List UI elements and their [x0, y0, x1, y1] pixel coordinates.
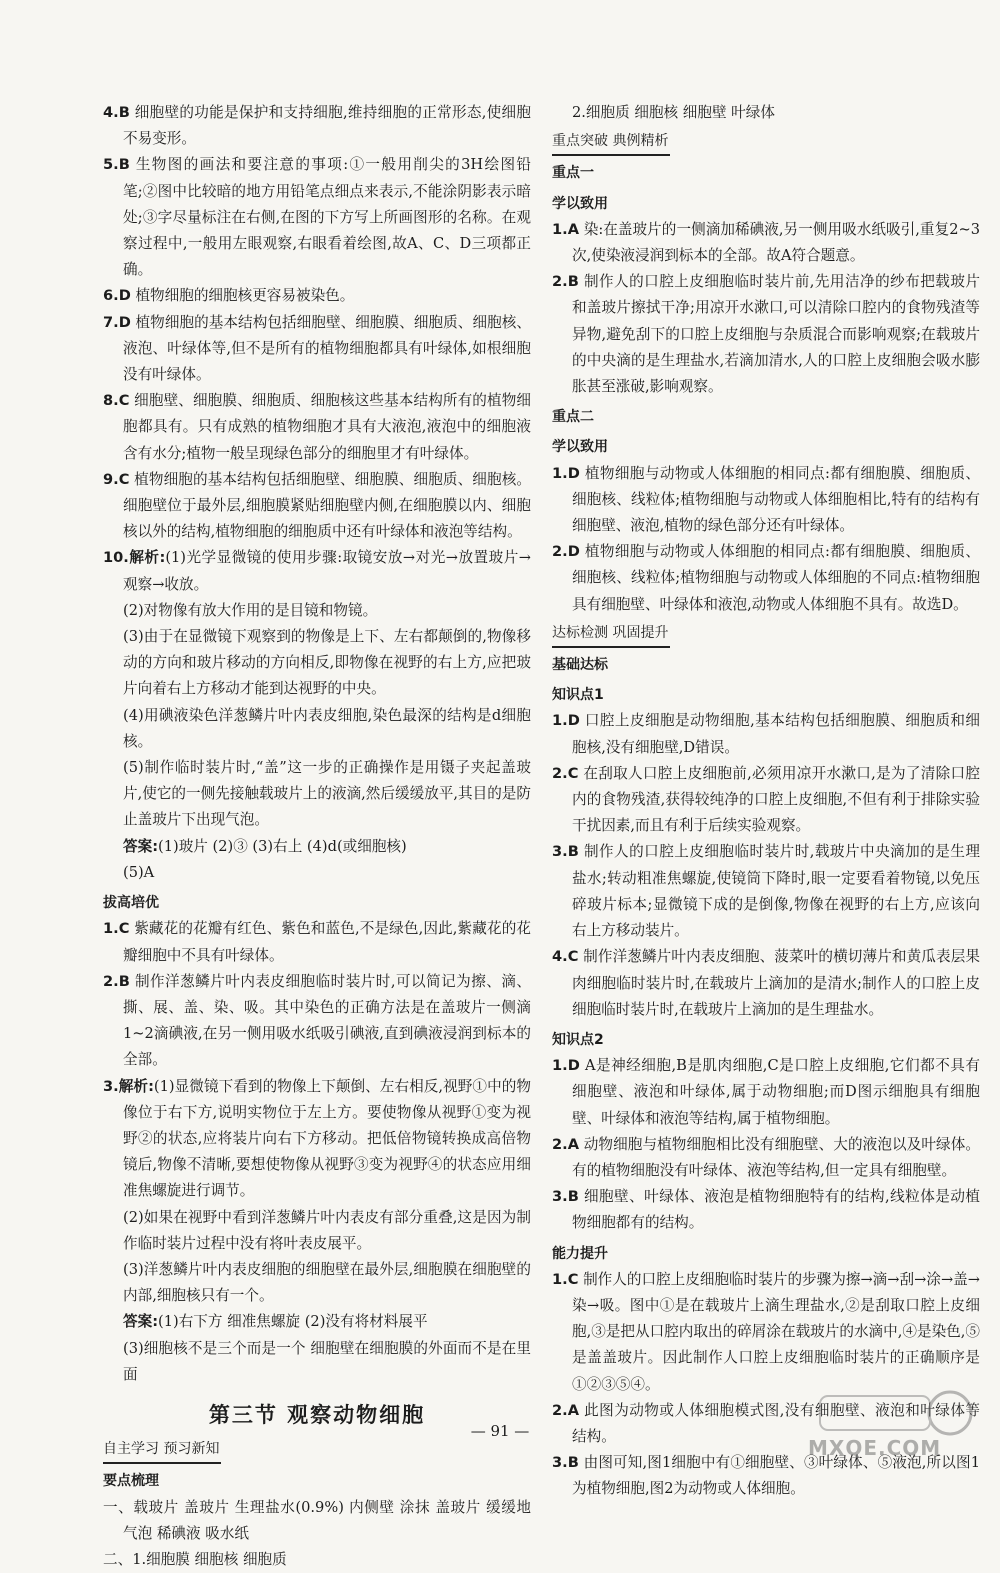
- heading-yaodian: 要点梳理: [103, 1473, 159, 1490]
- yaodian-2: 二、1.细胞膜 细胞核 细胞质: [103, 1550, 287, 1568]
- answer-4: 4.B 细胞壁的功能是保护和支持细胞,维持细胞的正常形态,使细胞不易变形。: [103, 104, 532, 148]
- answer-8: 8.C 细胞壁、细胞膜、细胞质、细胞核这些基本结构所有的植物细胞都具有。只有成熟的植物细胞才具有大液泡,液泡中的细胞液含有水分;植物一般呈现绿色部分的细胞里才有叶绿体。: [103, 392, 531, 462]
- watermark-logo: [800, 1388, 985, 1464]
- yaodian-2-cont: 2.细胞质 细胞核 细胞壁 叶绿体: [572, 104, 775, 121]
- answer-10-p4: (4)用碘液染色洋葱鳞片叶内表皮细胞,染色最深的结构是d细胞核。: [123, 706, 531, 750]
- answer-10-p3: (3)由于在显微镜下观察到的物像是上下、左右都颠倒的,物像移动的方向和玻片移动的方向相反,即物像在视野的右上方,应把玻片向着右上方移动才能到达视野的中央。: [123, 628, 531, 698]
- watermark-text: MXQE.COM: [808, 1436, 942, 1460]
- answer-9: 9.C 植物细胞的基本结构包括细胞壁、细胞膜、细胞质、细胞核。细胞壁位于最外层,细胞膜紧贴细胞壁内侧,在细胞膜以内、细胞核以外的结构,植物细胞的细胞质中还有叶绿体和液泡等结构。: [103, 470, 531, 541]
- bagao-3-p2: (2)如果在视野中看到洋葱鳞片叶内表皮有部分重叠,这是因为制作临时装片过程中没有将叶表皮展平。: [123, 1208, 531, 1252]
- heading-zhongdian: 重点突破 典例精析: [552, 128, 670, 156]
- page-number: — 91 —: [470, 1422, 530, 1440]
- bagao-2: 2.B 制作洋葱鳞片叶内表皮细胞临时装片时,可以简记为擦、滴、撕、展、盖、染、吸。其中染色的正确方法是在盖玻片一侧滴1~2滴碘液,在另一侧用吸水纸吸引碘液,直到碘液浸润到标本的全部。: [103, 972, 531, 1069]
- heading-jichu: 基础达标: [552, 657, 608, 674]
- right-column: [552, 100, 980, 1503]
- answer-10-key-2: (5)A: [123, 863, 155, 881]
- zsd2-answer-2: 2.A 动物细胞与植物细胞相比没有细胞壁、大的液泡以及叶绿体。有的植物细胞没有叶绿体、液泡等结构,但一定具有细胞壁。: [552, 1135, 980, 1179]
- heading-zizhu: 自主学习 预习新知: [103, 1436, 221, 1464]
- heading-zhongdian-2: 重点二: [552, 409, 594, 426]
- answer-10-intro: 10.解析:(1)光学显微镜的使用步骤:取镜安放→对光→放置玻片→观察→收放。: [103, 549, 531, 593]
- nengli-answer-3: 3.B 由图可知,图1细胞中有①细胞壁、③叶绿体、⑤液泡,所以图1为植物细胞,图2为动物或人体细胞。: [552, 1454, 980, 1498]
- watermark-stamp-icon: [800, 1388, 985, 1438]
- bagao-3-p3: (3)洋葱鳞片叶内表皮细胞的细胞壁在最外层,细胞膜在细胞壁的内部,细胞核只有一个。: [123, 1260, 531, 1305]
- heading-dabiao: 达标检测 巩固提升: [552, 620, 670, 648]
- answer-10-p2: (2)对物像有放大作用的是目镜和物镜。: [123, 601, 378, 619]
- bagao-1: 1.C 紫藏花的花瓣有红色、紫色和蓝色,不是绿色,因此,紫藏花的花瓣细胞中不具有叶绿体。: [103, 920, 531, 964]
- heading-nengli: 能力提升: [552, 1245, 608, 1262]
- heading-zhishidian-1: 知识点1: [552, 687, 604, 704]
- zsd1-answer-1: 1.D 口腔上皮细胞是动物细胞,基本结构包括细胞膜、细胞质和细胞核,没有细胞壁,D错误。: [552, 712, 980, 756]
- zhongdian2-answer-1: 1.D 植物细胞与动物或人体细胞的相同点:都有细胞膜、细胞质、细胞核、线粒体;植物细胞与动物或人体细胞相比,特有的结构有细胞壁、液泡,植物的绿色部分还有叶绿体。: [552, 464, 981, 535]
- zsd2-answer-3: 3.B 细胞壁、叶绿体、液泡是植物细胞特有的结构,线粒体是动植物细胞都有的结构。: [552, 1188, 980, 1232]
- bagao-3-key: 答案:(1)右下方 细准焦螺旋 (2)没有将材料展平: [123, 1313, 428, 1331]
- nengli-answer-2: 2.A 此图为动物或人体细胞模式图,没有细胞壁、液泡和叶绿体等结构。: [552, 1401, 980, 1445]
- bagao-3-key-2: (3)细胞核不是三个而是一个 细胞壁在细胞膜的外面而不是在里面: [123, 1339, 531, 1383]
- heading-xueyizhiyong-1: 学以致用: [552, 195, 608, 212]
- answer-10-p5: (5)制作临时装片时,“盖”这一步的正确操作是用镊子夹起盖玻片,使它的一侧先接触载玻片上的液滴,然后缓缓放平,其目的是防止盖玻片下出现气泡。: [123, 759, 531, 829]
- zhongdian2-answer-2: 2.D 植物细胞与动物或人体细胞的相同点:都有细胞膜、细胞质、细胞核、线粒体;植物细胞与动物或人体细胞的不同点:植物细胞具有细胞壁、叶绿体和液泡,动物或人体细胞不具有。故选D。: [552, 543, 981, 613]
- zsd1-answer-3: 3.B 制作人的口腔上皮细胞临时装片时,载玻片中央滴加的是生理盐水;转动粗准焦螺旋,使镜筒下降时,眼一定要看着物镜,以免压碎玻片标本;显微镜下成的是倒像,物像在视野的右上方,应该向右上方移动装片。: [552, 843, 980, 940]
- yaodian-1: 一、载玻片 盖玻片 生理盐水(0.9%) 内侧壁 涂抹 盖玻片 缓缓地 气泡 稀碘液 吸水纸: [103, 1498, 531, 1542]
- zhongdian1-answer-1: 1.A 染:在盖玻片的一侧滴加稀碘液,另一侧用吸水纸吸引,重复2~3次,使染液浸润到标本的全部。故A符合题意。: [552, 220, 981, 265]
- section-title: 第三节 观察动物细胞: [208, 1402, 426, 1427]
- answer-10-key: 答案:(1)玻片 (2)③ (3)右上 (4)d(或细胞核): [123, 837, 407, 855]
- left-column: [103, 100, 531, 1573]
- zhongdian1-answer-2: 2.B 制作人的口腔上皮细胞临时装片前,先用洁净的纱布把载玻片和盖玻片擦拭干净;用凉开水漱口,可以清除口腔内的食物残渣等异物,避免刮下的口腔上皮细胞与杂质混合而影响观察;在载玻片的中央滴的是生理盐水,若滴加清水,人的口腔上皮细胞会吸水膨胀甚至涨破,影响观察。: [552, 273, 980, 396]
- heading-bagao: 拔高培优: [103, 895, 159, 912]
- heading-zhongdian-1: 重点一: [552, 165, 594, 182]
- nengli-answer-1: 1.C 制作人的口腔上皮细胞临时装片的步骤为擦→滴→刮→涂→盖→染→吸。图中①是在载玻片上滴生理盐水,②是刮取口腔上皮细胞,③是把从口腔内取出的碎屑涂在载玻片的水滴中,④是染色,⑤是盖盖玻片。因此制作人口腔上皮细胞临时装片的正确顺序是①②③⑤④。: [552, 1270, 980, 1393]
- heading-xueyizhiyong-2: 学以致用: [552, 439, 608, 456]
- heading-zhishidian-2: 知识点2: [552, 1031, 604, 1048]
- answer-6: 6.D 植物细胞的细胞核更容易被染色。: [103, 287, 355, 305]
- zsd2-answer-1: 1.D A是神经细胞,B是肌肉细胞,C是口腔上皮细胞,它们都不具有细胞壁、液泡和叶绿体,属于动物细胞;而D图示细胞具有细胞壁、叶绿体和液泡等结构,属于植物细胞。: [552, 1057, 980, 1127]
- zsd1-answer-4: 4.C 制作洋葱鳞片叶内表皮细胞、菠菜叶的横切薄片和黄瓜表层果肉细胞临时装片时,在载玻片上滴加的是清水;制作人的口腔上皮细胞临时装片时,在载玻片上滴加的是生理盐水。: [552, 948, 980, 1018]
- answer-5: 5.B 生物图的画法和要注意的事项:①一般用削尖的3H绘图铅笔;②图中比较暗的地方用铅笔点细点来表示,不能涂阴影表示暗处;③字尽量标注在右侧,在图的下方写上所画图形的名称。在观察过程中,一般用左眼观察,右眼看着绘图,故A、C、D三项都正确。: [103, 156, 531, 279]
- bagao-3: 3.解析:(1)显微镜下看到的物像上下颠倒、左右相反,视野①中的物像位于右下方,说明实物位于左上方。要使物像从视野①变为视野②的状态,应将装片向右下方移动。把低倍物镜转换成高倍物镜后,物像不清晰,要想使物像从视野③变为视野④的状态应用细准焦螺旋进行调节。: [103, 1077, 531, 1200]
- zsd1-answer-2: 2.C 在刮取人口腔上皮细胞前,必须用凉开水漱口,是为了清除口腔内的食物残渣,获得较纯净的口腔上皮细胞,不但有利于排除实验干扰因素,而且有利于后续实验观察。: [552, 764, 981, 835]
- answer-7: 7.D 植物细胞的基本结构包括细胞壁、细胞膜、细胞质、细胞核、液泡、叶绿体等,但不是所有的植物细胞都具有叶绿体,如根细胞没有叶绿体。: [103, 313, 531, 384]
